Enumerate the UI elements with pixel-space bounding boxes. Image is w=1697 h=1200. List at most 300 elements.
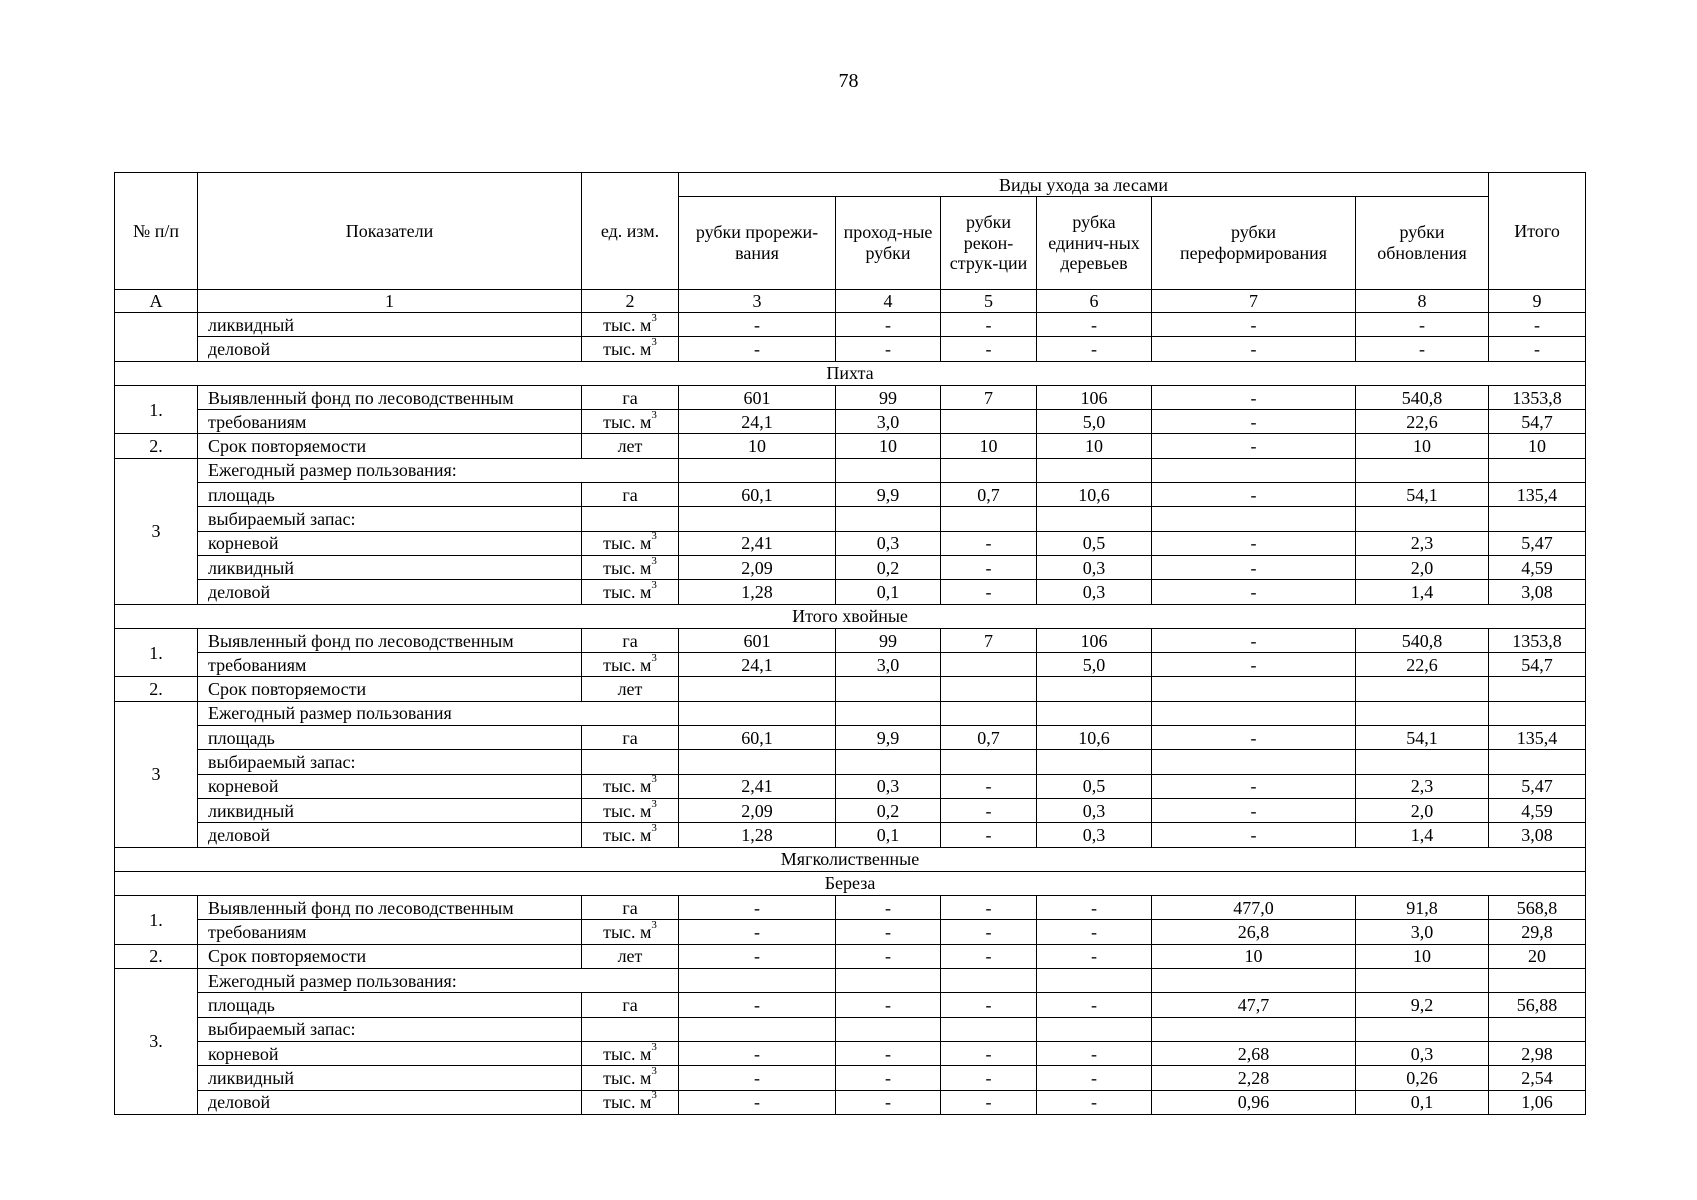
table-row bbox=[115, 628, 1586, 652]
value-cell: - bbox=[836, 993, 941, 1017]
value-cell bbox=[836, 969, 941, 993]
indicator-label: площадь bbox=[198, 993, 582, 1017]
header-num: № п/п bbox=[115, 173, 198, 290]
value-cell: 1,06 bbox=[1489, 1090, 1586, 1114]
unit-text: тыс. м bbox=[603, 533, 652, 554]
unit-text: тыс. м bbox=[603, 776, 652, 797]
unit-superscript: 3 bbox=[651, 312, 657, 324]
unit-cell bbox=[582, 653, 679, 677]
value-cell: 0,3 bbox=[1037, 798, 1152, 822]
value-cell: 10 bbox=[836, 434, 941, 458]
value-cell: 24,1 bbox=[679, 653, 836, 677]
row-number: 3 bbox=[115, 458, 198, 604]
value-cell: - bbox=[941, 920, 1037, 944]
indicator-label: требованиям bbox=[198, 653, 582, 677]
value-cell: 10,6 bbox=[1037, 726, 1152, 750]
value-cell bbox=[679, 969, 836, 993]
table-row bbox=[115, 580, 1586, 604]
value-cell bbox=[1037, 701, 1152, 725]
header-total: Итого bbox=[1489, 173, 1586, 290]
value-cell bbox=[941, 507, 1037, 531]
value-cell: - bbox=[679, 1041, 836, 1065]
row-number: 3 bbox=[115, 701, 198, 847]
value-cell: 2,98 bbox=[1489, 1041, 1586, 1065]
value-cell: 29,8 bbox=[1489, 920, 1586, 944]
section-title: Пихта bbox=[115, 361, 1586, 385]
table-row bbox=[115, 313, 1586, 337]
value-cell: 60,1 bbox=[679, 483, 836, 507]
header-type-single-trees: рубка единич-ных деревьев bbox=[1037, 197, 1152, 290]
indicator-label: Ежегодный размер пользования: bbox=[198, 969, 679, 993]
value-cell: 7 bbox=[941, 385, 1037, 409]
value-cell: - bbox=[836, 944, 941, 968]
value-cell: 0,3 bbox=[1037, 823, 1152, 847]
value-cell: 1,28 bbox=[679, 580, 836, 604]
value-cell: 601 bbox=[679, 385, 836, 409]
value-cell: 54,7 bbox=[1489, 410, 1586, 434]
table-row bbox=[115, 823, 1586, 847]
value-cell: 22,6 bbox=[1356, 653, 1489, 677]
unit-superscript: 3 bbox=[651, 555, 657, 567]
value-cell: - bbox=[941, 337, 1037, 361]
value-cell: 9,2 bbox=[1356, 993, 1489, 1017]
value-cell bbox=[836, 701, 941, 725]
value-cell: 60,1 bbox=[679, 726, 836, 750]
value-cell: 22,6 bbox=[1356, 410, 1489, 434]
value-cell bbox=[679, 701, 836, 725]
value-cell: - bbox=[836, 313, 941, 337]
table-row bbox=[115, 774, 1586, 798]
unit-text: тыс. м bbox=[603, 1092, 652, 1113]
table-row bbox=[115, 750, 1586, 774]
indicator-label: Выявленный фонд по лесоводственным bbox=[198, 896, 582, 920]
indicator-label: корневой bbox=[198, 774, 582, 798]
header-unit: ед. изм. bbox=[582, 173, 679, 290]
header-type-reformation: рубки переформирования bbox=[1152, 197, 1356, 290]
unit-superscript: 3 bbox=[651, 579, 657, 591]
indicator-label: требованиям bbox=[198, 410, 582, 434]
col-number: 1 bbox=[198, 290, 582, 313]
value-cell bbox=[1356, 701, 1489, 725]
unit-superscript: 3 bbox=[651, 409, 657, 421]
unit-cell bbox=[582, 1017, 679, 1041]
value-cell: 5,0 bbox=[1037, 653, 1152, 677]
value-cell bbox=[1152, 458, 1356, 482]
value-cell bbox=[941, 410, 1037, 434]
section-row bbox=[115, 361, 1586, 385]
table-row bbox=[115, 1041, 1586, 1065]
col-number: 9 bbox=[1489, 290, 1586, 313]
value-cell: 135,4 bbox=[1489, 726, 1586, 750]
value-cell: 1,4 bbox=[1356, 823, 1489, 847]
indicator-label: ликвидный bbox=[198, 798, 582, 822]
value-cell: - bbox=[941, 944, 1037, 968]
value-cell: - bbox=[1152, 483, 1356, 507]
value-cell: - bbox=[679, 993, 836, 1017]
unit-cell bbox=[582, 410, 679, 434]
value-cell bbox=[1489, 1017, 1586, 1041]
unit-cell bbox=[582, 1066, 679, 1090]
value-cell: 56,88 bbox=[1489, 993, 1586, 1017]
col-number: 5 bbox=[941, 290, 1037, 313]
indicator-label: деловой bbox=[198, 580, 582, 604]
indicator-label: требованиям bbox=[198, 920, 582, 944]
unit-text: тыс. м bbox=[603, 338, 652, 359]
section-title: Итого хвойные bbox=[115, 604, 1586, 628]
unit-text: тыс. м bbox=[603, 922, 652, 943]
value-cell bbox=[1152, 750, 1356, 774]
value-cell: 3,0 bbox=[836, 653, 941, 677]
value-cell: - bbox=[941, 580, 1037, 604]
row-number: 3. bbox=[115, 969, 198, 1115]
unit-cell bbox=[582, 774, 679, 798]
value-cell bbox=[941, 1017, 1037, 1041]
value-cell: 0,3 bbox=[836, 774, 941, 798]
value-cell: - bbox=[1356, 313, 1489, 337]
unit-superscript: 3 bbox=[651, 531, 657, 543]
value-cell: 1353,8 bbox=[1489, 385, 1586, 409]
table-row bbox=[115, 1090, 1586, 1114]
value-cell: 99 bbox=[836, 628, 941, 652]
row-number bbox=[115, 313, 198, 362]
unit-cell bbox=[582, 531, 679, 555]
value-cell: 4,59 bbox=[1489, 555, 1586, 579]
value-cell: 3,0 bbox=[836, 410, 941, 434]
header-care-types-group: Виды ухода за лесами bbox=[679, 173, 1489, 197]
value-cell: - bbox=[836, 337, 941, 361]
value-cell: - bbox=[1037, 1041, 1152, 1065]
value-cell bbox=[1152, 701, 1356, 725]
value-cell: 106 bbox=[1037, 385, 1152, 409]
value-cell bbox=[941, 653, 1037, 677]
value-cell: 1,4 bbox=[1356, 580, 1489, 604]
value-cell: 9,9 bbox=[836, 483, 941, 507]
unit-cell bbox=[582, 555, 679, 579]
table-row bbox=[115, 410, 1586, 434]
indicator-label: корневой bbox=[198, 531, 582, 555]
indicator-label: Ежегодный размер пользования bbox=[198, 701, 679, 725]
row-number: 1. bbox=[115, 385, 198, 434]
header-type-passage: проход-ные рубки bbox=[836, 197, 941, 290]
value-cell bbox=[1152, 507, 1356, 531]
indicator-label: Выявленный фонд по лесоводственным bbox=[198, 385, 582, 409]
table-row bbox=[115, 653, 1586, 677]
value-cell: 0,1 bbox=[836, 823, 941, 847]
unit-cell bbox=[582, 750, 679, 774]
value-cell: - bbox=[941, 531, 1037, 555]
value-cell: - bbox=[1152, 774, 1356, 798]
value-cell: 54,1 bbox=[1356, 726, 1489, 750]
value-cell: 540,8 bbox=[1356, 628, 1489, 652]
value-cell bbox=[836, 1017, 941, 1041]
value-cell bbox=[1356, 1017, 1489, 1041]
value-cell bbox=[941, 969, 1037, 993]
value-cell: 9,9 bbox=[836, 726, 941, 750]
value-cell: - bbox=[679, 1090, 836, 1114]
value-cell: 7 bbox=[941, 628, 1037, 652]
row-number: 1. bbox=[115, 896, 198, 945]
value-cell: 26,8 bbox=[1152, 920, 1356, 944]
value-cell: - bbox=[836, 896, 941, 920]
value-cell: 2,3 bbox=[1356, 774, 1489, 798]
value-cell bbox=[1037, 507, 1152, 531]
indicator-label: выбираемый запас: bbox=[198, 507, 582, 531]
value-cell bbox=[836, 677, 941, 701]
unit-cell bbox=[582, 920, 679, 944]
unit-cell: га bbox=[582, 726, 679, 750]
indicator-label: корневой bbox=[198, 1041, 582, 1065]
value-cell bbox=[1037, 969, 1152, 993]
indicator-label: выбираемый запас: bbox=[198, 750, 582, 774]
value-cell bbox=[679, 1017, 836, 1041]
value-cell bbox=[1489, 969, 1586, 993]
value-cell: - bbox=[1037, 1090, 1152, 1114]
indicator-label: ликвидный bbox=[198, 313, 582, 337]
value-cell: 0,1 bbox=[836, 580, 941, 604]
value-cell bbox=[836, 750, 941, 774]
indicator-label: ликвидный bbox=[198, 1066, 582, 1090]
value-cell: 601 bbox=[679, 628, 836, 652]
value-cell: 10 bbox=[1489, 434, 1586, 458]
value-cell: 2,09 bbox=[679, 798, 836, 822]
value-cell: 0,1 bbox=[1356, 1090, 1489, 1114]
value-cell: - bbox=[941, 1090, 1037, 1114]
unit-text: тыс. м bbox=[603, 557, 652, 578]
unit-text: тыс. м bbox=[603, 411, 652, 432]
indicator-label: выбираемый запас: bbox=[198, 1017, 582, 1041]
value-cell: - bbox=[679, 944, 836, 968]
value-cell: - bbox=[1152, 798, 1356, 822]
value-cell: - bbox=[1037, 896, 1152, 920]
table-row bbox=[115, 507, 1586, 531]
table-row bbox=[115, 1066, 1586, 1090]
section-title: Мягколиственные bbox=[115, 847, 1586, 871]
col-number: 4 bbox=[836, 290, 941, 313]
value-cell: 2,28 bbox=[1152, 1066, 1356, 1090]
value-cell: - bbox=[836, 1090, 941, 1114]
value-cell: - bbox=[1152, 531, 1356, 555]
value-cell: - bbox=[1037, 313, 1152, 337]
table-row bbox=[115, 677, 1586, 701]
section-row bbox=[115, 847, 1586, 871]
unit-cell: га bbox=[582, 483, 679, 507]
value-cell: - bbox=[679, 313, 836, 337]
value-cell: - bbox=[941, 774, 1037, 798]
value-cell: - bbox=[679, 920, 836, 944]
unit-text: тыс. м bbox=[603, 314, 652, 335]
value-cell: 2,09 bbox=[679, 555, 836, 579]
unit-cell: лет bbox=[582, 944, 679, 968]
unit-cell: лет bbox=[582, 677, 679, 701]
value-cell: 106 bbox=[1037, 628, 1152, 652]
value-cell: - bbox=[1489, 337, 1586, 361]
value-cell: 0,7 bbox=[941, 483, 1037, 507]
indicator-label: площадь bbox=[198, 726, 582, 750]
unit-cell: га bbox=[582, 385, 679, 409]
value-cell: - bbox=[1152, 580, 1356, 604]
value-cell: 0,5 bbox=[1037, 774, 1152, 798]
value-cell: - bbox=[1152, 410, 1356, 434]
header-type-thinning: рубки прорежи-вания bbox=[679, 197, 836, 290]
section-row bbox=[115, 871, 1586, 895]
value-cell: - bbox=[1152, 434, 1356, 458]
value-cell: 0,2 bbox=[836, 798, 941, 822]
column-number-row bbox=[115, 290, 1586, 313]
value-cell: 54,7 bbox=[1489, 653, 1586, 677]
value-cell bbox=[1037, 1017, 1152, 1041]
value-cell: 3,08 bbox=[1489, 823, 1586, 847]
col-number: 2 bbox=[582, 290, 679, 313]
value-cell bbox=[1489, 507, 1586, 531]
value-cell: - bbox=[1037, 1066, 1152, 1090]
table-row bbox=[115, 969, 1586, 993]
value-cell bbox=[941, 750, 1037, 774]
value-cell bbox=[1356, 677, 1489, 701]
value-cell bbox=[1152, 1017, 1356, 1041]
value-cell bbox=[1489, 701, 1586, 725]
value-cell: - bbox=[941, 798, 1037, 822]
value-cell: - bbox=[1152, 313, 1356, 337]
value-cell bbox=[836, 458, 941, 482]
unit-text: тыс. м bbox=[603, 824, 652, 845]
unit-text: тыс. м bbox=[603, 1043, 652, 1064]
table-row bbox=[115, 944, 1586, 968]
value-cell bbox=[679, 750, 836, 774]
value-cell bbox=[1152, 969, 1356, 993]
unit-superscript: 3 bbox=[651, 1065, 657, 1077]
value-cell: 10,6 bbox=[1037, 483, 1152, 507]
value-cell: - bbox=[941, 1066, 1037, 1090]
table-row bbox=[115, 993, 1586, 1017]
value-cell: - bbox=[679, 337, 836, 361]
value-cell: 0,2 bbox=[836, 555, 941, 579]
header-indicator: Показатели bbox=[198, 173, 582, 290]
table-row bbox=[115, 555, 1586, 579]
value-cell bbox=[1037, 750, 1152, 774]
unit-superscript: 3 bbox=[651, 1090, 657, 1102]
table-row bbox=[115, 701, 1586, 725]
value-cell: 2,41 bbox=[679, 774, 836, 798]
value-cell: 2,3 bbox=[1356, 531, 1489, 555]
value-cell: 10 bbox=[1356, 944, 1489, 968]
unit-cell: га bbox=[582, 993, 679, 1017]
value-cell: - bbox=[941, 823, 1037, 847]
header-type-reconstruction: рубки рекон-струк-ции bbox=[941, 197, 1037, 290]
value-cell: 20 bbox=[1489, 944, 1586, 968]
value-cell: - bbox=[941, 555, 1037, 579]
unit-cell: га bbox=[582, 896, 679, 920]
value-cell: 2,41 bbox=[679, 531, 836, 555]
unit-superscript: 3 bbox=[651, 1041, 657, 1053]
header-type-renewal: рубки обновления bbox=[1356, 197, 1489, 290]
value-cell: 5,47 bbox=[1489, 531, 1586, 555]
value-cell bbox=[1356, 458, 1489, 482]
value-cell: 5,47 bbox=[1489, 774, 1586, 798]
value-cell: - bbox=[1152, 385, 1356, 409]
value-cell bbox=[679, 458, 836, 482]
value-cell: - bbox=[941, 993, 1037, 1017]
unit-cell bbox=[582, 337, 679, 361]
value-cell bbox=[679, 677, 836, 701]
value-cell: 10 bbox=[1356, 434, 1489, 458]
value-cell: 5,0 bbox=[1037, 410, 1152, 434]
value-cell bbox=[1489, 750, 1586, 774]
value-cell bbox=[1356, 750, 1489, 774]
value-cell: - bbox=[679, 896, 836, 920]
value-cell: - bbox=[941, 1041, 1037, 1065]
indicator-label: Срок повторяемости bbox=[198, 677, 582, 701]
unit-text: тыс. м bbox=[603, 654, 652, 675]
forest-care-table bbox=[114, 172, 1586, 1115]
value-cell: 47,7 bbox=[1152, 993, 1356, 1017]
table-row bbox=[115, 920, 1586, 944]
value-cell: - bbox=[679, 1066, 836, 1090]
indicator-label: площадь bbox=[198, 483, 582, 507]
value-cell: 0,3 bbox=[1356, 1041, 1489, 1065]
value-cell: - bbox=[1489, 313, 1586, 337]
value-cell: 2,54 bbox=[1489, 1066, 1586, 1090]
table-row bbox=[115, 458, 1586, 482]
value-cell: - bbox=[1356, 337, 1489, 361]
value-cell: 477,0 bbox=[1152, 896, 1356, 920]
value-cell bbox=[941, 701, 1037, 725]
unit-cell bbox=[582, 507, 679, 531]
value-cell bbox=[1489, 458, 1586, 482]
value-cell: - bbox=[836, 1041, 941, 1065]
value-cell: 0,3 bbox=[1037, 580, 1152, 604]
indicator-label: Срок повторяемости bbox=[198, 944, 582, 968]
col-number: 6 bbox=[1037, 290, 1152, 313]
indicator-label: Срок повторяемости bbox=[198, 434, 582, 458]
unit-cell: га bbox=[582, 628, 679, 652]
value-cell bbox=[1356, 507, 1489, 531]
value-cell: - bbox=[1152, 823, 1356, 847]
table-row bbox=[115, 385, 1586, 409]
table-row bbox=[115, 434, 1586, 458]
indicator-label: Выявленный фонд по лесоводственным bbox=[198, 628, 582, 652]
unit-superscript: 3 bbox=[651, 919, 657, 932]
value-cell: 99 bbox=[836, 385, 941, 409]
value-cell: 540,8 bbox=[1356, 385, 1489, 409]
row-number: 2. bbox=[115, 944, 198, 968]
value-cell: - bbox=[1152, 628, 1356, 652]
value-cell bbox=[1356, 969, 1489, 993]
unit-text: тыс. м bbox=[603, 1067, 652, 1088]
unit-cell bbox=[582, 1090, 679, 1114]
value-cell: - bbox=[1037, 337, 1152, 361]
value-cell: 1,28 bbox=[679, 823, 836, 847]
value-cell: - bbox=[1037, 920, 1152, 944]
unit-cell: лет bbox=[582, 434, 679, 458]
value-cell: 2,0 bbox=[1356, 798, 1489, 822]
value-cell: 10 bbox=[1152, 944, 1356, 968]
table-row bbox=[115, 531, 1586, 555]
value-cell: - bbox=[836, 1066, 941, 1090]
unit-cell bbox=[582, 1041, 679, 1065]
value-cell: 4,59 bbox=[1489, 798, 1586, 822]
table-row bbox=[115, 726, 1586, 750]
unit-cell bbox=[582, 580, 679, 604]
value-cell bbox=[941, 458, 1037, 482]
value-cell: 54,1 bbox=[1356, 483, 1489, 507]
unit-superscript: 3 bbox=[651, 822, 657, 834]
value-cell: - bbox=[941, 313, 1037, 337]
value-cell bbox=[1037, 677, 1152, 701]
unit-text: тыс. м bbox=[603, 800, 652, 821]
value-cell: - bbox=[1152, 555, 1356, 579]
table-row bbox=[115, 1017, 1586, 1041]
unit-cell bbox=[582, 823, 679, 847]
